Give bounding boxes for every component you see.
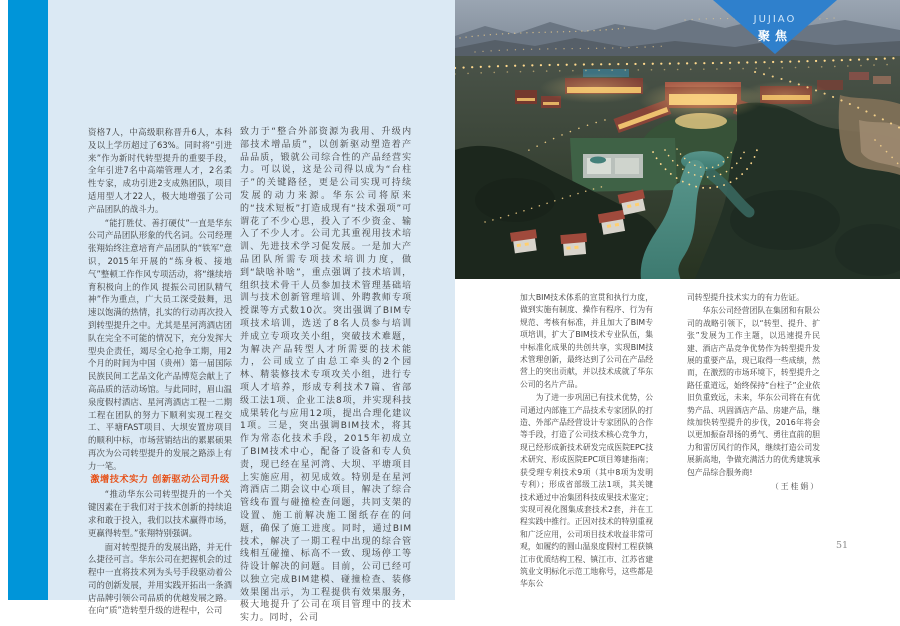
lawn-building [583, 154, 643, 178]
author-byline: （王桂娟） [771, 482, 820, 492]
page-number: 51 [836, 540, 849, 551]
right-column-2 [687, 292, 820, 495]
body-text-block: 司转型提升技术实力的有力佐证。 [687, 293, 804, 302]
body-text-block: 致力于“整合外部资源为我用、升级内部技术增品质”，以创新驱动塑造着产品品质，锻就公司综合性的产品经营实力。可以说，这是公司得以成为“台柱子”的关键路径，更是公司实现可持续发展的动力来源。华东公司将原来的“技术短板”打造成现有“技术强项”可谓花了不少心思，投入了不少资金、输入了不少人才。公司尤其重视用技术培训、先进技术学习促发展。一是加大产品团队所需专项技术培训力度，做到“缺啥补啥”，重点强调了技术培训，组织技术骨干人员参加技术管理基础培训与技术创新管理培训、外聘教师专项授课等方式数10次。突出强调了BIM专项技术培训，选送了8名人员参与培训并成立专项攻关小组，突破技术难题，为解决产品转型人才所需要的技术能力，公司成立了由总工牵头的2个园林、精装修技术专项攻关小组，进行专项人才培养，形成专利技术7篇、省部级工法1项、企业工法8项，并实现科技成果转化与应用12项，提出合理化建议1项。三是，突出强调BIM技术，将其作为常态化技术手段，2015年初成立了BIM技术中心，配备了设备和专人负责，现已经在星河湾、大坝、平塘项目上实施应用，初见成效。特别是在星河湾酒店二期会议中心项目，解决了综合管线布置与碰撞检查问题，共同支架的设置、施工前解决施工图纸存在的问题，确保了施工进度。同时，通过BIM技术，解决了一期工程中出现的综合管线相互碰撞、标高不一致、现场停工等待设计解决的问题。目前，公司已经可以独立完成BIM建模、碰撞检查、装修效果图出示，为工程提供有效果服务，极大地提升了公司在项目管理中的技术实力。同时，公司 [240, 127, 412, 624]
left-edge-accent-bar [8, 0, 48, 600]
body-text-block: 加大BIM技术体系的宣贯和执行力度，做到实施有制度、操作有程序、行为有规范、考核有标准，并且加大了BIM专项培训，扩大了BIM技术专业队伍，集中标准化成果的共创共享，实现BIM技术管理创新，最终达到了公司在产品经营上的突出贡献，并以技术成就了华东公司的名片产品。 [520, 293, 653, 389]
right-column-1 [520, 292, 653, 592]
section-tag-chinese: 聚焦 [757, 29, 793, 43]
body-text-block: 资格7人，中高级职称晋升6人，本科及以上学历超过了63%。同时将“引进来”作为新时代转型提升的重要手段，全年引进7名中高端管理人才，2名柔性专家，成功引进2支成熟团队，项目适用型人才22人，极大地增强了公司产品团队的战斗力。 [88, 127, 232, 214]
left-column-2 [240, 126, 412, 626]
body-text-block: “推动华东公司转型提升的一个关键因素在于我们对于技术创新的持续追求和敢于投入，我们以技术赢得市场，更赢得转型。”张翔特别强调。 [88, 489, 232, 538]
body-text-block: “能打胜仗、善打硬仗”一直是华东公司产品团队形象的代名词。公司经理张翔始终注意培育产品团队的“铁军”意识，2015年开展的“练身板、接地气”整顿工作作风专项活动，将“继续培育积极向上的作风 提振公司团队精气神”作为重点，广大员工深受鼓舞，迅速以饱满的热情，扎实的行动再次投入到转型提升之中。尤其是星河湾酒店团队在完全不可能的情况下，充分发挥大型央企责任，竭尽全心抢争工期，用2个月的时间为中国（贵州）第一届国际民族民间工艺品文化产品博览会献上了高品质的活动场馆。与此同时，眉山温泉度假村酒店、星河湾酒店工程一二期工程在团队的努力下顺利实现工程交工、平塘FAST项目、大坝安置房项目的顺利中标，市场营销结出的累累硕果再次为公司转型提升的发展之路添上有力一笔。 [88, 217, 232, 471]
body-text-block: 华东公司经营团队在集团和有限公司的战略引领下，以“转型、提升、扩张”发展为工作主题，以迅速提升民建、酒店产品竞争优势作为转型提升发展的重要产品，现已取得一些成绩，然而，在激烈的市场环境下，转型提升之路任重道远，始终保持“台柱子”企业依旧负重致远，未来，华东公司将在有优势产品、巩固酒店产品、房建产品，继续加快转型提升的步伐，2016年将会以更加振奋昂扬的勇气、勇往直前的胆力和雷厉风行的作风，继续打造公司发展新高地，争做充满活力的优秀建筑承包产品综合服务商! [687, 306, 820, 477]
left-column-1 [88, 126, 232, 618]
section-heading: 激增技术实力 创新驱动公司升级 [90, 473, 230, 485]
body-text-block: 为了进一步巩固已有技术优势，公司通过内部施工产品技术专家团队的打造、外部产品经营设计专家团队的合作等手段，打造了公司技术核心竞争力，现已经形成新技术研发完成医院EPC技术研究、形成医院EPC项目筹建指南；获受理专利技术9项（其中8项为发明专利）；形成省部级工法1项，其关键技术通过中冶集团科技成果技术鉴定；实现可视化图集成套技术2套，并在工程实践中推行。正因对技术的特别重视和广泛应用，公司项目技术收益非常可观，如履约的圆山温泉度假村工程获镇江市优质结构工程、镇江市、江苏省建筑业文明标化示范工地称号，这些都是华东公 [520, 393, 653, 589]
body-text-block: 面对转型提升的发展出路，并无什么捷径可言。华东公司在把握机会的过程中一直将技术列为头号手段驱动着公司的创新发展，并用实践开拓出一条酒店品牌引领公司品质的优越发展之路。在向“质”造转型升级的进程中，公司 [88, 541, 232, 616]
section-tag-pinyin: JUJIAO [753, 14, 797, 25]
aerial-resort-photo [455, 0, 900, 279]
